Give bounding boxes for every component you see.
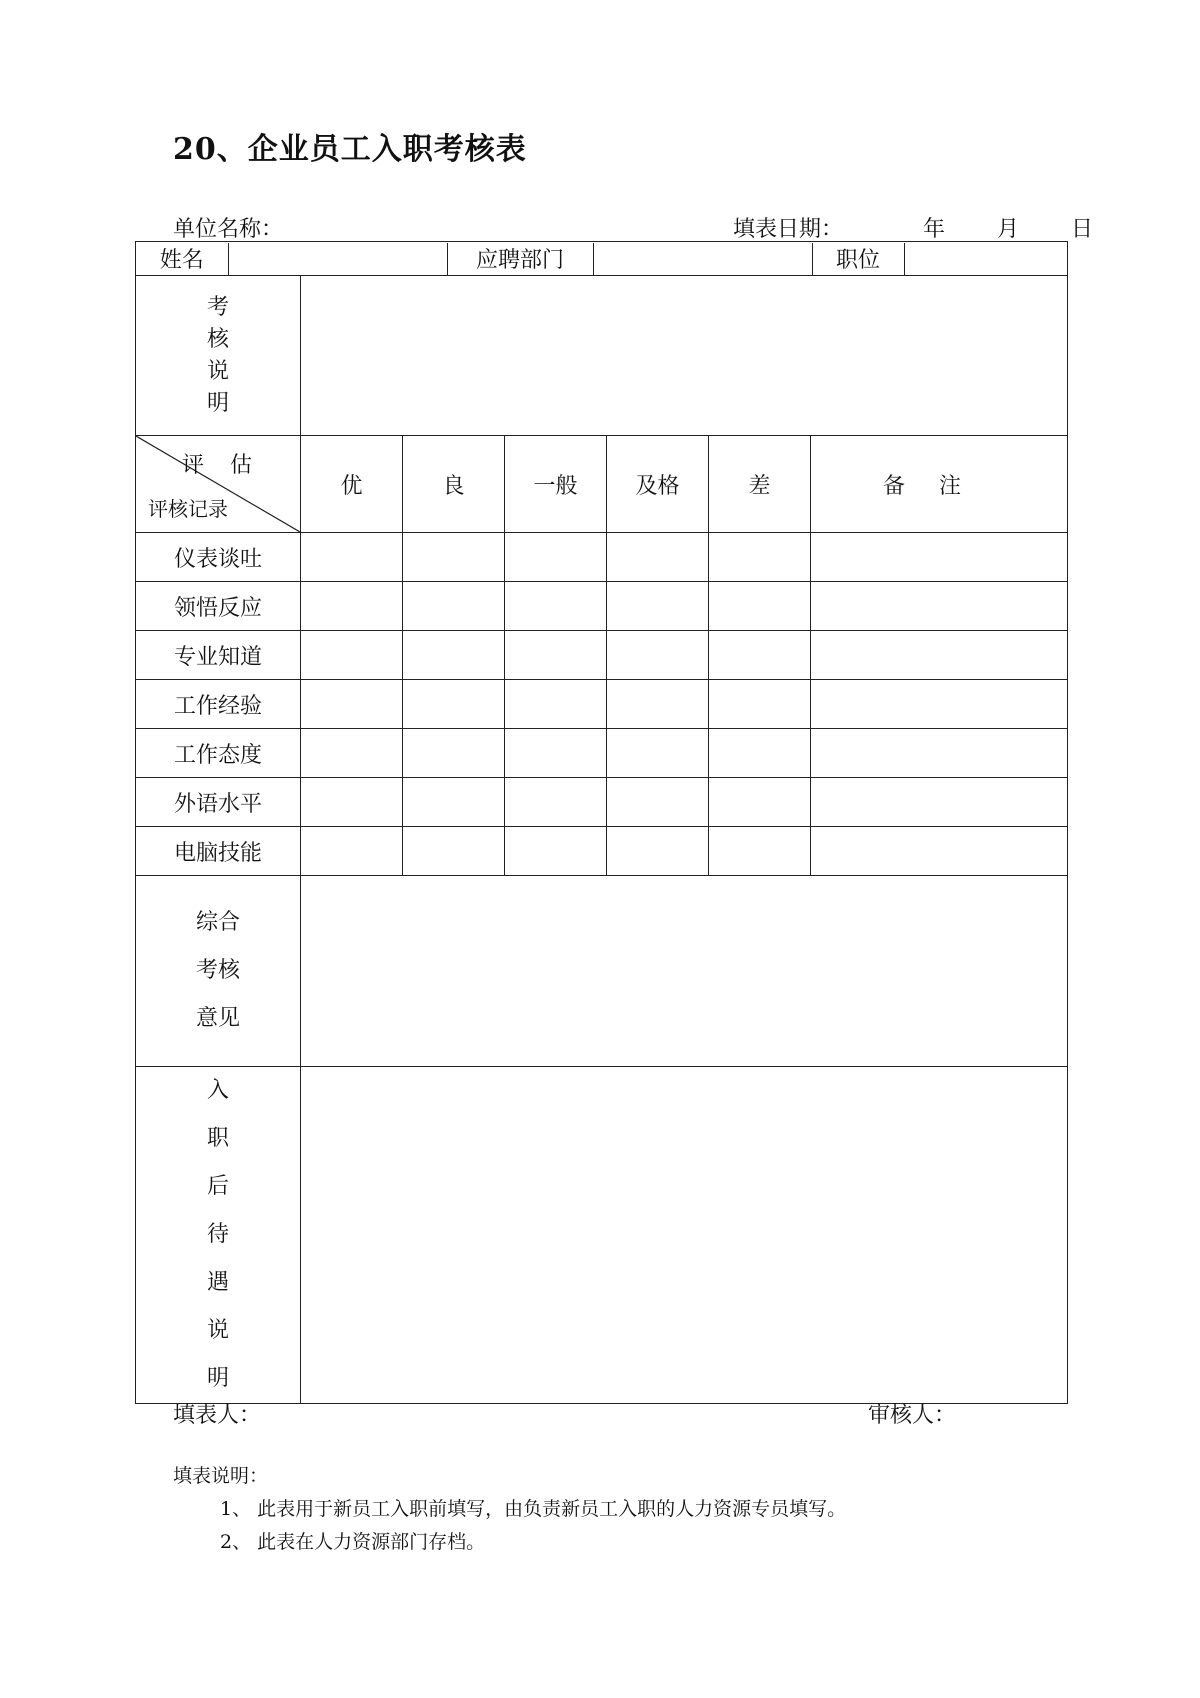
post-hire-treatment-field[interactable] (301, 1067, 1068, 1404)
instructions-heading: 填表说明： (173, 1465, 269, 1487)
row-label-computer-skills: 电脑技能 (136, 827, 301, 876)
form-title: 20、企业员工入职考核表 (173, 132, 527, 167)
column-header-excellent: 优 (301, 436, 403, 533)
grid-cell[interactable] (403, 729, 505, 778)
remarks-cell[interactable] (811, 631, 1068, 680)
corner-record-label: 评核记录 (148, 497, 228, 521)
treatment-char: 入 (206, 1078, 229, 1103)
grid-cell[interactable] (505, 729, 607, 778)
grid-cell[interactable] (403, 680, 505, 729)
grid-cell[interactable] (709, 582, 811, 631)
grid-cell[interactable] (607, 827, 709, 876)
treatment-char: 后 (206, 1174, 229, 1199)
grid-cell[interactable] (301, 729, 403, 778)
position-label: 职位 (812, 243, 904, 275)
instruction-item: 2、 此表在人力资源部门存档。 (220, 1531, 486, 1553)
reviewer-label: 审核人： (868, 1403, 957, 1428)
row-label-foreign-language: 外语水平 (136, 778, 301, 827)
grid-cell[interactable] (301, 778, 403, 827)
assessment-form-table (135, 241, 1068, 1404)
name-field[interactable] (228, 243, 447, 275)
grid-cell[interactable] (301, 582, 403, 631)
overall-opinion-line: 考核 (195, 958, 240, 983)
grid-cell[interactable] (505, 827, 607, 876)
department-label: 应聘部门 (447, 243, 593, 275)
grid-cell[interactable] (709, 533, 811, 582)
grid-cell[interactable] (403, 778, 505, 827)
grid-cell[interactable] (709, 729, 811, 778)
fill-date-label: 填表日期： (733, 217, 844, 242)
month-label: 月 (997, 217, 1020, 242)
overall-opinion-line: 综合 (195, 910, 240, 935)
grid-cell[interactable] (709, 631, 811, 680)
name-label: 姓名 (136, 243, 228, 275)
treatment-char: 待 (206, 1222, 229, 1247)
remarks-cell[interactable] (811, 533, 1068, 582)
day-label: 日 (1071, 217, 1094, 242)
column-header-good: 良 (403, 436, 505, 533)
grid-cell[interactable] (403, 582, 505, 631)
grid-cell[interactable] (505, 631, 607, 680)
grid-corner-cell (136, 436, 301, 533)
grid-cell[interactable] (607, 778, 709, 827)
assessment-desc-char: 说 (206, 358, 229, 384)
assessment-description-label (136, 276, 301, 436)
grid-cell[interactable] (709, 778, 811, 827)
grid-cell[interactable] (607, 680, 709, 729)
column-header-pass: 及格 (607, 436, 709, 533)
treatment-char: 明 (206, 1366, 229, 1391)
year-label: 年 (923, 217, 946, 242)
grid-cell[interactable] (709, 680, 811, 729)
treatment-char: 遇 (206, 1270, 229, 1295)
grid-cell[interactable] (607, 729, 709, 778)
overall-opinion-label (136, 876, 301, 1067)
department-field[interactable] (593, 243, 812, 275)
position-field[interactable] (904, 243, 1068, 275)
post-hire-treatment-label (136, 1067, 301, 1404)
grid-cell[interactable] (607, 582, 709, 631)
assessment-desc-char: 考 (206, 294, 229, 320)
overall-opinion-line: 意见 (195, 1006, 240, 1031)
fill-instructions (173, 1460, 846, 1559)
remarks-cell[interactable] (811, 729, 1068, 778)
grid-cell[interactable] (505, 582, 607, 631)
grid-cell[interactable] (301, 533, 403, 582)
grid-cell[interactable] (505, 680, 607, 729)
grid-cell[interactable] (403, 533, 505, 582)
instruction-item: 1、 此表用于新员工入职前填写，由负责新员工入职的人力资源专员填写。 (220, 1498, 847, 1520)
grid-cell[interactable] (505, 778, 607, 827)
grid-cell[interactable] (607, 533, 709, 582)
overall-opinion-field[interactable] (301, 876, 1068, 1067)
grid-cell[interactable] (607, 631, 709, 680)
assessment-description-field[interactable] (301, 276, 1068, 436)
grid-cell[interactable] (403, 631, 505, 680)
grid-cell[interactable] (301, 827, 403, 876)
row-label-professional-knowledge: 专业知道 (136, 631, 301, 680)
grid-cell[interactable] (505, 533, 607, 582)
column-header-remarks: 备注 (811, 436, 1068, 533)
unit-name-label: 单位名称： (173, 217, 284, 242)
filler-label: 填表人： (173, 1403, 262, 1428)
corner-evaluate-label: 评估 (181, 453, 278, 478)
grid-cell[interactable] (301, 680, 403, 729)
remarks-cell[interactable] (811, 827, 1068, 876)
row-label-comprehension: 领悟反应 (136, 582, 301, 631)
grid-cell[interactable] (301, 631, 403, 680)
row-label-appearance: 仪表谈吐 (136, 533, 301, 582)
fill-date (733, 212, 1093, 243)
row-label-work-attitude: 工作态度 (136, 729, 301, 778)
row-label-work-experience: 工作经验 (136, 680, 301, 729)
remarks-cell[interactable] (811, 778, 1068, 827)
grid-cell[interactable] (403, 827, 505, 876)
remarks-cell[interactable] (811, 680, 1068, 729)
column-header-poor: 差 (709, 436, 811, 533)
treatment-char: 职 (206, 1126, 229, 1151)
assessment-desc-char: 明 (206, 390, 229, 416)
column-header-average: 一般 (505, 436, 607, 533)
remarks-cell[interactable] (811, 582, 1068, 631)
treatment-char: 说 (206, 1318, 229, 1343)
assessment-desc-char: 核 (206, 326, 229, 352)
grid-cell[interactable] (709, 827, 811, 876)
